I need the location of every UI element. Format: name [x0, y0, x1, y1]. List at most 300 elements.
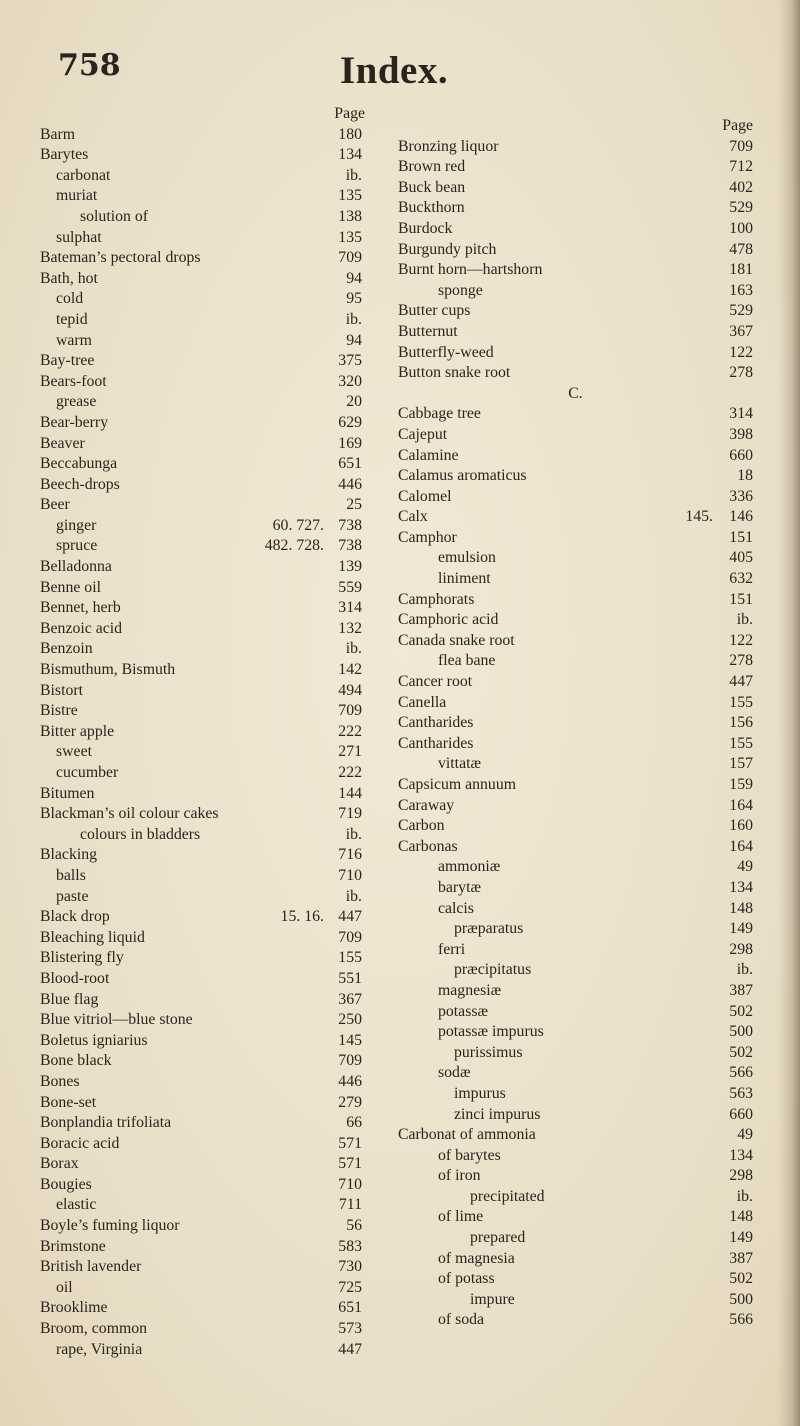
- entry-page-number: 148: [729, 1208, 753, 1226]
- entry-term: Cantharides: [398, 714, 474, 732]
- entry-term: Black drop: [40, 908, 110, 926]
- index-entry: [40, 1319, 362, 1340]
- entry-term: carbonat: [56, 166, 111, 184]
- entry-page-number: 151: [729, 528, 753, 546]
- index-entry: [398, 487, 753, 508]
- index-entry: [40, 1031, 362, 1052]
- index-entry: [40, 681, 362, 702]
- index-entry: [398, 1249, 753, 1270]
- entry-term: Canada snake root: [398, 631, 515, 649]
- entry-term: Carbon: [398, 817, 445, 835]
- entry-term: Bitter apple: [40, 722, 115, 740]
- index-entry: [398, 137, 753, 158]
- entry-additional-pages: 15. 16.: [280, 908, 324, 926]
- entry-term: Benzoin: [40, 640, 93, 658]
- entry-page-number: 149: [729, 1229, 753, 1247]
- index-entry: [40, 598, 362, 619]
- entry-term: Canella: [398, 693, 447, 711]
- entry-term: Bonplandia trifoliata: [40, 1114, 172, 1132]
- page-column-label: Page: [334, 105, 365, 122]
- entry-term: zinci impurus: [454, 1105, 541, 1123]
- entry-page-number: 447: [338, 1340, 362, 1358]
- entry-term: ferri: [438, 940, 466, 958]
- entry-page-number: 134: [729, 878, 753, 896]
- entry-page-number: 494: [338, 681, 362, 699]
- entry-term: Bath, hot: [40, 269, 98, 287]
- entry-term: sodæ: [438, 1064, 471, 1082]
- entry-term: Bay-tree: [40, 352, 95, 370]
- index-entry: [398, 1125, 753, 1146]
- entry-page-number: 719: [338, 805, 362, 823]
- index-entry: [398, 899, 753, 920]
- entry-term: of potass: [438, 1270, 495, 1288]
- entry-page-number: 709: [729, 137, 753, 155]
- entry-page-number: 500: [729, 1290, 753, 1308]
- index-entry: [40, 516, 362, 537]
- index-entry: [40, 701, 362, 722]
- entry-page-number: 298: [729, 940, 753, 958]
- entry-term: Barm: [40, 125, 76, 143]
- entry-page-number: 651: [338, 1299, 362, 1317]
- entry-page-number: 49: [737, 1126, 753, 1144]
- index-entry: [40, 434, 362, 455]
- index-entry: [398, 713, 753, 734]
- entry-term: Bateman’s pectoral drops: [40, 249, 201, 267]
- index-column-left: [40, 105, 380, 1360]
- entry-term: tepid: [56, 310, 88, 328]
- entry-page-number: 447: [338, 908, 362, 926]
- index-entry: [398, 446, 753, 467]
- entry-term: oil: [56, 1278, 73, 1296]
- index-entry: [40, 1093, 362, 1114]
- entry-term: Bistre: [40, 702, 78, 720]
- entry-page-number: 149: [729, 920, 753, 938]
- entry-term: Brooklime: [40, 1299, 108, 1317]
- entry-term: Blue vitriol—blue stone: [40, 1011, 193, 1029]
- entry-term: sulphat: [56, 228, 102, 246]
- entry-page-number: 164: [729, 796, 753, 814]
- index-entry: [398, 1187, 753, 1208]
- index-entry: [40, 557, 362, 578]
- entry-page-number: 135: [338, 228, 362, 246]
- index-entry: [40, 845, 362, 866]
- entry-page-number: 387: [729, 1249, 753, 1267]
- entry-term: Benzoic acid: [40, 619, 123, 637]
- entry-term: solution of: [80, 207, 149, 225]
- index-entry: [398, 1022, 753, 1043]
- entry-term: Burdock: [398, 219, 453, 237]
- index-entry: [40, 269, 362, 290]
- entry-page-number: 336: [729, 487, 753, 505]
- index-entry: [40, 1154, 362, 1175]
- index-entry: [40, 1340, 362, 1361]
- entry-page-number: 710: [338, 1175, 362, 1193]
- entry-term: vittatæ: [438, 755, 482, 773]
- index-entry: [40, 742, 362, 763]
- index-entry-list: [398, 404, 758, 1331]
- entry-page-number: 18: [737, 467, 753, 485]
- index-entry: [398, 569, 753, 590]
- entry-page-number: 100: [729, 219, 753, 237]
- index-entry: [40, 722, 362, 743]
- entry-page-number: 20: [346, 393, 362, 411]
- entry-term: Cajeput: [398, 425, 448, 443]
- page-column-label: Page: [722, 117, 753, 134]
- entry-page-number: 148: [729, 899, 753, 917]
- entry-page-number: 738: [338, 537, 362, 555]
- entry-term: Cantharides: [398, 734, 474, 752]
- index-entry: [40, 804, 362, 825]
- index-entry: [40, 660, 362, 681]
- index-entry: [40, 1237, 362, 1258]
- entry-term: spruce: [56, 537, 98, 555]
- entry-page-number: 145: [338, 1031, 362, 1049]
- index-entry: [40, 536, 362, 557]
- index-entry: [40, 289, 362, 310]
- entry-term: Borax: [40, 1155, 79, 1173]
- entry-page-number: 155: [729, 734, 753, 752]
- entry-page-number: 711: [338, 1196, 362, 1214]
- entry-term: Blistering fly: [40, 949, 124, 967]
- entry-term: Calamine: [398, 446, 459, 464]
- entry-term: potassæ impurus: [438, 1023, 544, 1041]
- entry-page-number: 716: [338, 846, 362, 864]
- entry-page-number: 122: [729, 631, 753, 649]
- entry-page-number: 660: [729, 446, 753, 464]
- entry-page-number: 709: [338, 1052, 362, 1070]
- index-entry: [40, 866, 362, 887]
- entry-page-number: 314: [729, 405, 753, 423]
- entry-term: Bone black: [40, 1052, 112, 1070]
- entry-page-number: 94: [346, 269, 362, 287]
- page-header: [0, 48, 800, 108]
- entry-page-number: 446: [338, 1072, 362, 1090]
- index-entry: [398, 837, 753, 858]
- entry-page-number: 138: [338, 207, 362, 225]
- index-entry: [398, 878, 753, 899]
- entry-term: Burgundy pitch: [398, 240, 497, 258]
- entry-term: Buck bean: [398, 178, 466, 196]
- index-entry-list: [398, 137, 758, 384]
- index-entry: [398, 1146, 753, 1167]
- entry-page-number: 660: [729, 1105, 753, 1123]
- index-entry: [398, 651, 753, 672]
- entry-page-number: ib.: [736, 961, 753, 979]
- entry-page-number: 134: [338, 146, 362, 164]
- entry-page-number: 502: [729, 1043, 753, 1061]
- index-entry: [40, 310, 362, 331]
- entry-term: Bitumen: [40, 784, 95, 802]
- index-entry-list: [40, 125, 380, 1361]
- index-entry: [398, 734, 753, 755]
- index-entry: [40, 495, 362, 516]
- entry-page-number: 66: [346, 1114, 362, 1132]
- entry-term: Beer: [40, 496, 70, 514]
- index-entry: [398, 1310, 753, 1331]
- index-entry: [398, 960, 753, 981]
- entry-term: paste: [56, 887, 89, 905]
- entry-term: rape, Virginia: [56, 1340, 143, 1358]
- index-entry: [40, 639, 362, 660]
- entry-term: Camphoric acid: [398, 611, 499, 629]
- entry-page-number: 146: [729, 508, 753, 526]
- entry-term: Bears-foot: [40, 372, 107, 390]
- index-entry: [40, 1134, 362, 1155]
- index-entry: [398, 1063, 753, 1084]
- index-entry: [398, 1105, 753, 1126]
- entry-term: flea bane: [438, 652, 496, 670]
- entry-term: Butterfly-weed: [398, 343, 494, 361]
- entry-term: muriat: [56, 187, 98, 205]
- entry-term: Blackman’s oil colour cakes: [40, 805, 219, 823]
- entry-page-number: 155: [338, 949, 362, 967]
- index-entry: [398, 857, 753, 878]
- index-entry: [398, 1290, 753, 1311]
- entry-page-number: 447: [729, 673, 753, 691]
- entry-page-number: 559: [338, 578, 362, 596]
- index-entry: [398, 1166, 753, 1187]
- index-entry: [398, 816, 753, 837]
- entry-page-number: 142: [338, 661, 362, 679]
- index-entry: [398, 404, 753, 425]
- entry-page-number: 529: [729, 199, 753, 217]
- entry-term: Calx: [398, 508, 428, 526]
- index-entry: [398, 198, 753, 219]
- entry-page-number: 222: [338, 764, 362, 781]
- entry-additional-pages: 60. 727.: [272, 516, 324, 534]
- entry-term: Camphor: [398, 528, 457, 546]
- entry-page-number: 387: [729, 981, 753, 999]
- entry-term: sponge: [438, 281, 483, 299]
- index-entry: [398, 281, 753, 302]
- entry-additional-pages: 482. 728.: [264, 537, 324, 555]
- index-entry: [40, 1175, 362, 1196]
- entry-page-number: 25: [346, 496, 362, 514]
- index-entry: [40, 1216, 362, 1237]
- entry-term: Cancer root: [398, 673, 473, 691]
- index-entry: [40, 1278, 362, 1299]
- entry-term: Boletus igniarius: [40, 1031, 148, 1049]
- entry-term: Capsicum annuum: [398, 776, 517, 793]
- entry-page-number: ib.: [736, 611, 753, 629]
- entry-term: præparatus: [454, 920, 524, 938]
- entry-page-number: 180: [338, 125, 362, 143]
- entry-term: prepared: [470, 1229, 526, 1247]
- entry-page-number: 156: [729, 714, 753, 732]
- index-entry: [40, 228, 362, 249]
- index-entry: [40, 1051, 362, 1072]
- entry-term: Carbonas: [398, 837, 458, 855]
- entry-term: Bone-set: [40, 1093, 97, 1111]
- entry-term: Blacking: [40, 846, 98, 864]
- index-entry: [398, 1084, 753, 1105]
- entry-page-number: 135: [338, 187, 362, 205]
- entry-page-number: 367: [729, 322, 753, 340]
- index-entry: [40, 125, 362, 146]
- index-entry: [398, 631, 753, 652]
- entry-term: Butter cups: [398, 302, 471, 320]
- entry-term: Beaver: [40, 434, 85, 452]
- index-entry: [40, 1257, 362, 1278]
- entry-term: colours in bladders: [80, 825, 201, 843]
- entry-term: Burnt horn—hartshorn: [398, 261, 543, 279]
- page-edge-shadow: [778, 0, 800, 1426]
- index-entry: [398, 1269, 753, 1290]
- entry-page-number: 298: [729, 1167, 753, 1185]
- entry-page-number: 446: [338, 475, 362, 493]
- index-entry: [398, 1228, 753, 1249]
- entry-page-number: 278: [729, 364, 753, 382]
- entry-term: Bronzing liquor: [398, 137, 499, 155]
- index-entry: [40, 166, 362, 187]
- index-entry: [40, 887, 362, 908]
- index-entry: [398, 796, 753, 817]
- entry-page-number: 139: [338, 558, 362, 576]
- index-entry: [40, 454, 362, 475]
- entry-term: Boracic acid: [40, 1134, 120, 1152]
- index-entry: [40, 392, 362, 413]
- entry-term: liniment: [438, 570, 491, 588]
- entry-page-number: 94: [346, 331, 362, 349]
- entry-term: Butternut: [398, 322, 458, 340]
- entry-page-number: 155: [729, 693, 753, 711]
- index-entry: [40, 186, 362, 207]
- entry-page-number: 402: [729, 178, 753, 196]
- entry-page-number: ib.: [736, 1187, 753, 1205]
- index-entry: [398, 322, 753, 343]
- entry-term: Blue flag: [40, 990, 99, 1008]
- index-entry: [40, 763, 362, 784]
- page-title: Index.: [340, 49, 449, 92]
- index-entry: [398, 1207, 753, 1228]
- entry-page-number: 320: [338, 372, 362, 390]
- entry-term: barytæ: [438, 878, 481, 896]
- index-entry: [40, 351, 362, 372]
- entry-term: purissimus: [454, 1043, 523, 1061]
- entry-page-number: 500: [729, 1023, 753, 1041]
- index-entry: [398, 919, 753, 940]
- entry-page-number: 566: [729, 1064, 753, 1082]
- index-entry: [398, 301, 753, 322]
- entry-term: Bear-berry: [40, 413, 109, 431]
- entry-page-number: 222: [338, 722, 362, 740]
- entry-page-number: 181: [729, 261, 753, 279]
- entry-page-number: 144: [338, 784, 362, 802]
- index-entry: [398, 507, 753, 528]
- entry-page-number: 163: [729, 281, 753, 299]
- index-entry: [398, 157, 753, 178]
- index-entry: [40, 928, 362, 949]
- index-entry: [398, 1002, 753, 1023]
- index-entry: [398, 672, 753, 693]
- entry-page-number: 157: [729, 755, 753, 773]
- entry-term: Bleaching liquid: [40, 928, 145, 946]
- index-entry: [398, 775, 753, 796]
- entry-page-number: 478: [729, 240, 753, 258]
- index-entry: [40, 1113, 362, 1134]
- entry-page-number: 571: [338, 1134, 362, 1152]
- entry-term: Bougies: [40, 1175, 92, 1193]
- index-entry: [398, 260, 753, 281]
- entry-term: potassæ: [438, 1002, 489, 1020]
- entry-page-number: ib.: [345, 310, 362, 328]
- entry-term: impurus: [454, 1084, 506, 1102]
- entry-page-number: 314: [338, 599, 362, 617]
- index-entry: [40, 331, 362, 352]
- entry-term: Beech-drops: [40, 475, 120, 493]
- entry-page-number: 725: [338, 1278, 362, 1296]
- entry-page-number: 738: [338, 516, 362, 534]
- index-entry: [398, 240, 753, 261]
- entry-term: of barytes: [438, 1146, 501, 1164]
- entry-page-number: 709: [338, 928, 362, 946]
- index-entry: [40, 619, 362, 640]
- entry-page-number: 56: [346, 1217, 362, 1235]
- entry-page-number: ib.: [345, 825, 362, 843]
- entry-page-number: 709: [338, 249, 362, 267]
- entry-term: Beccabunga: [40, 455, 118, 473]
- entry-term: of iron: [438, 1167, 481, 1185]
- entry-term: elastic: [56, 1196, 97, 1214]
- index-entry: [40, 248, 362, 269]
- entry-page-number: ib.: [345, 166, 362, 184]
- entry-term: Camphorats: [398, 590, 475, 608]
- entry-term: Carbonat of ammonia: [398, 1126, 536, 1144]
- entry-term: ginger: [56, 516, 97, 534]
- entry-page-number: 134: [729, 1146, 753, 1164]
- index-entry: [398, 590, 753, 611]
- index-entry: [40, 372, 362, 393]
- index-entry: [40, 1010, 362, 1031]
- index-entry: [40, 207, 362, 228]
- entry-term: Button snake root: [398, 364, 511, 382]
- index-entry: [398, 219, 753, 240]
- entry-page-number: 551: [338, 969, 362, 987]
- entry-term: precipitated: [470, 1187, 545, 1205]
- entry-term: Belladonna: [40, 558, 112, 576]
- entry-term: of lime: [438, 1208, 484, 1226]
- entry-term: Caraway: [398, 796, 455, 814]
- entry-page-number: 563: [729, 1084, 753, 1102]
- entry-page-number: 529: [729, 302, 753, 320]
- entry-term: Broom, common: [40, 1320, 148, 1338]
- entry-additional-pages: 145.: [685, 508, 713, 526]
- entry-page-number: 159: [729, 776, 753, 793]
- index-entry: [398, 1043, 753, 1064]
- entry-term: Brimstone: [40, 1237, 106, 1255]
- section-letter: C.: [568, 384, 583, 402]
- entry-page-number: 375: [338, 352, 362, 370]
- entry-term: Brown red: [398, 158, 466, 176]
- entry-page-number: 398: [729, 425, 753, 443]
- index-entry: [398, 425, 753, 446]
- entry-term: cucumber: [56, 764, 119, 781]
- entry-page-number: 164: [729, 837, 753, 855]
- index-entry: [40, 145, 362, 166]
- entry-term: Calomel: [398, 487, 452, 505]
- entry-term: sweet: [56, 743, 92, 761]
- entry-page-number: 122: [729, 343, 753, 361]
- index-entry: [40, 825, 362, 846]
- entry-page-number: 405: [729, 549, 753, 567]
- page-number: 758: [58, 48, 121, 83]
- entry-page-number: 571: [338, 1155, 362, 1173]
- entry-page-number: 710: [338, 866, 362, 884]
- entry-term: Blood-root: [40, 969, 110, 987]
- index-entry: [40, 1298, 362, 1319]
- index-entry: [398, 343, 753, 364]
- entry-page-number: 583: [338, 1237, 362, 1255]
